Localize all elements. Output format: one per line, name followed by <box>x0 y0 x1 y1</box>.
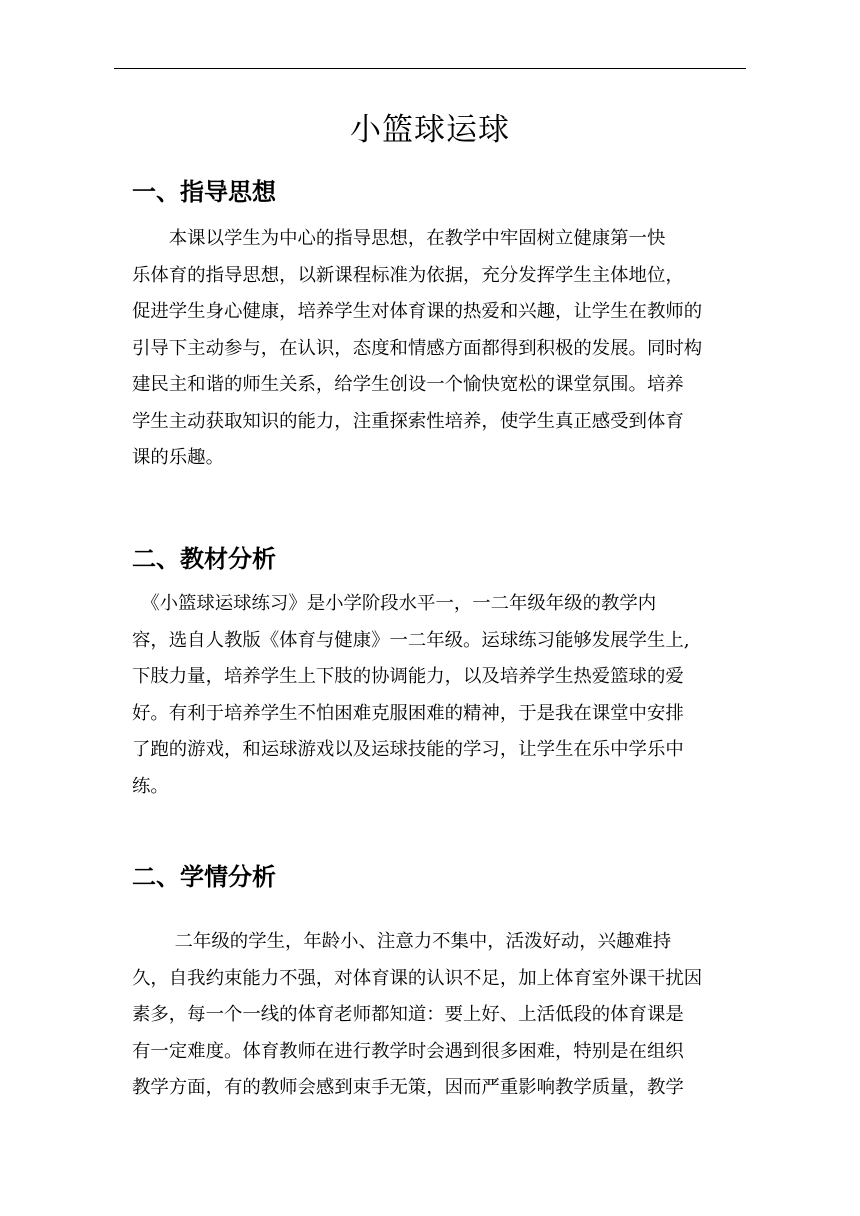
section-heading-learner-analysis: 二、学情分析 <box>132 863 276 891</box>
paragraph-line: 有一定难度。体育教师在进行教学时会遇到很多困难，特别是在组织 <box>132 1040 684 1062</box>
section-heading-material-analysis: 二、教材分析 <box>132 545 276 573</box>
section-paragraph-learner-analysis <box>132 924 740 1107</box>
paragraph-line: 了跑的游戏，和运球游戏以及运球技能的学习，让学生在乐中学乐中 <box>132 739 684 760</box>
paragraph-line: 促进学生身心健康，培养学生对体育课的热爱和兴趣，让学生在教师的 <box>132 301 703 322</box>
paragraph-line: 好。有利于培养学生不怕困难克服困难的精神，于是我在课堂中安排 <box>132 702 684 724</box>
paragraph-line: 素多，每一个一线的体育老师都知道：要上好、上活低段的体育课是 <box>132 1004 684 1025</box>
paragraph-line: 教学方面，有的教师会感到束手无策，因而严重影响教学质量，教学 <box>132 1077 684 1098</box>
paragraph-line: 容，选自人教版《体育与健康》一二年级。运球练习能够发展学生上, <box>132 629 690 651</box>
section-paragraph-guiding-thought <box>132 221 740 477</box>
header-rule <box>114 68 746 69</box>
section-heading-guiding-thought: 一、指导思想 <box>132 178 276 206</box>
paragraph-line: 本课以学生为中心的指导思想，在教学中牢固树立健康第一快 <box>132 228 666 249</box>
paragraph-line: 课的乐趣。 <box>132 447 224 468</box>
section-paragraph-material-analysis <box>132 586 740 805</box>
paragraph-line: 建民主和谐的师生关系，给学生创设一个愉快宽松的课堂氛围。培养 <box>132 374 684 395</box>
paragraph-line: 练。 <box>132 775 169 797</box>
paragraph-line: 《小篮球运球练习》是小学阶段水平一，一二年级年级的教学内 <box>132 593 657 614</box>
paragraph-line: 引导下主动参与，在认识，态度和情感方面都得到积极的发展。同时构 <box>132 337 703 359</box>
paragraph-line: 乐体育的指导思想，以新课程标准为依据，充分发挥学生主体地位， <box>132 264 684 286</box>
paragraph-line: 二年级的学生，年龄小、注意力不集中，活泼好动，兴趣难持 <box>132 931 672 952</box>
paragraph-line: 下肢力量，培养学生上下肢的协调能力，以及培养学生热爱篮球的爱 <box>132 666 684 687</box>
paragraph-line: 学生主动获取知识的能力，注重探索性培养，使学生真正感受到体育 <box>132 410 684 432</box>
paragraph-line: 久，自我约束能力不强，对体育课的认识不足，加上体育室外课干扰因 <box>132 967 703 989</box>
document-title: 小篮球运球 <box>350 112 510 148</box>
